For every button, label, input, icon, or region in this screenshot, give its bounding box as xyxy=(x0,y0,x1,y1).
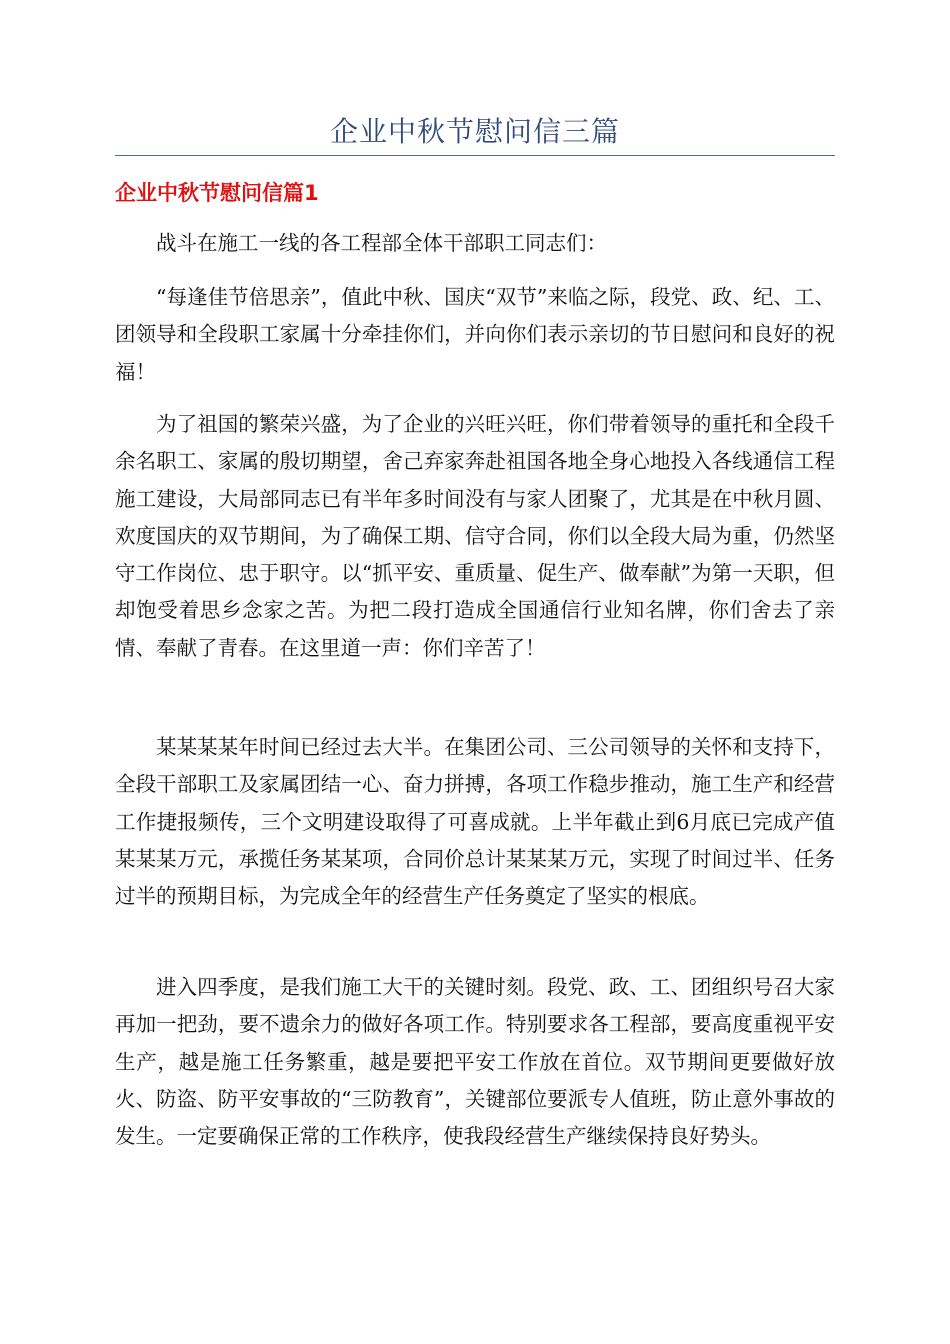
paragraph-1: “每逢佳节倍思亲”，值此中秋、国庆“双节”来临之际，段党、政、纪、工、团领导和全段职工家属十分牵挂你们，并向你们表示亲切的节日慰问和良好的祝福！ xyxy=(115,285,835,384)
paragraph-3: 某某某某年时间已经过去大半。在集团公司、三公司领导的关怀和支持下，全段干部职工及家属团结一心、奋力拼搏，各项工作稳步推动，施工生产和经营工作捷报频传，三个文明建设取得了可喜成就。上半年截止到6月底已完成产值某某某万元，承揽任务某某项，合同价总计某某某万元，实现了时间过半、任务过半的预期目标，为完成全年的经营生产任务奠定了坚实的根底。 xyxy=(115,735,835,909)
document-title: 企业中秋节慰问信三篇 xyxy=(329,115,620,148)
greeting-line: 战斗在施工一线的各工程部全体干部职工同志们： xyxy=(156,231,607,255)
paragraph-2: 为了祖国的繁荣兴盛，为了企业的兴旺兴旺，你们带着领导的重托和全段千余名职工、家属的殷切期望，舍己弃家奔赴祖国各地全身心地投入各线通信工程施工建设，大局部同志已有半年多时间没有与家人团聚了，尤其是在中秋月圆、欢度国庆的双节期间，为了确保工期、信守合同，你们以全段大局为重，仍然坚守工作岗位、忠于职守。以“抓平安、重质量、促生产、做奉献”为第一天职，但却饱受着思乡念家之苦。为把二段打造成全国通信行业知名牌，你们舍去了亲情、奉献了青春。在这里道一声：你们辛苦了！ xyxy=(115,412,835,660)
section-heading: 企业中秋节慰问信篇1 xyxy=(115,181,319,205)
paragraph-4: 进入四季度，是我们施工大干的关键时刻。段党、政、工、团组织号召大家再加一把劲，要不遗余力的做好各项工作。特别要求各工程部，要高度重视平安生产，越是施工任务繁重，越是要把平安工作放在首位。双节期间更要做好放火、防盗、防平安事故的“三防教育”，关键部位要派专人值班，防止意外事故的发生。一定要确保正常的工作秩序，使我段经营生产继续保持良好势头。 xyxy=(115,975,835,1149)
title-underline xyxy=(115,155,835,156)
